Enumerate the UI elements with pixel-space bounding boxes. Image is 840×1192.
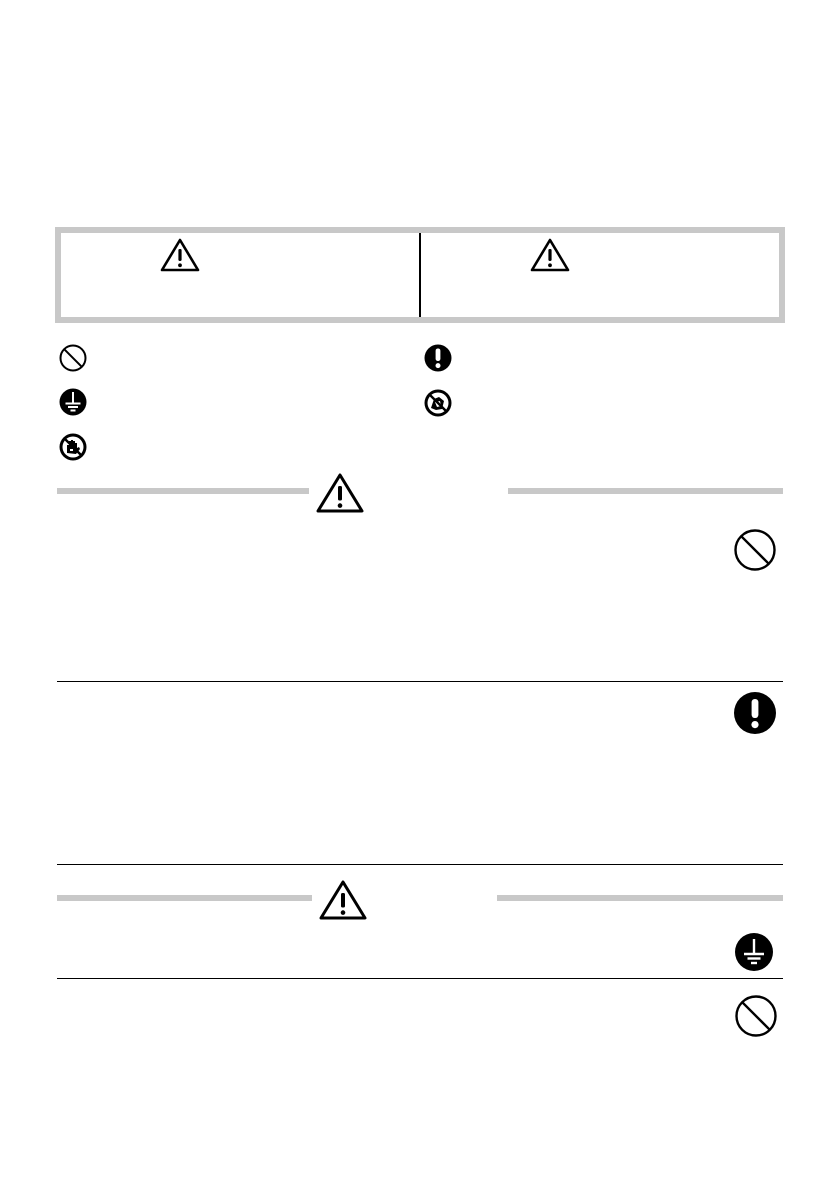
mandatory-action-icon	[423, 343, 453, 373]
mandatory-action-icon	[733, 691, 777, 735]
prohibition-icon	[733, 993, 779, 1039]
section-header-bar-right	[497, 895, 783, 901]
do-not-disassemble-icon	[423, 388, 453, 418]
warning-triangle-icon	[318, 879, 368, 921]
no-wet-hands-icon	[58, 432, 88, 462]
item-divider	[57, 864, 783, 865]
warning-triangle-icon	[530, 238, 570, 272]
warning-triangle-icon	[160, 238, 200, 272]
warning-triangle-icon	[315, 472, 365, 514]
section-header-bar-left	[57, 488, 309, 494]
ground-connection-icon	[734, 932, 774, 972]
legend-divider	[419, 233, 421, 317]
prohibition-icon	[58, 343, 88, 373]
item-divider	[57, 681, 783, 682]
ground-connection-icon	[58, 387, 88, 417]
item-divider	[57, 978, 783, 979]
prohibition-icon	[732, 527, 778, 573]
section-header-bar-left	[57, 895, 312, 901]
section-header-bar-right	[508, 488, 783, 494]
